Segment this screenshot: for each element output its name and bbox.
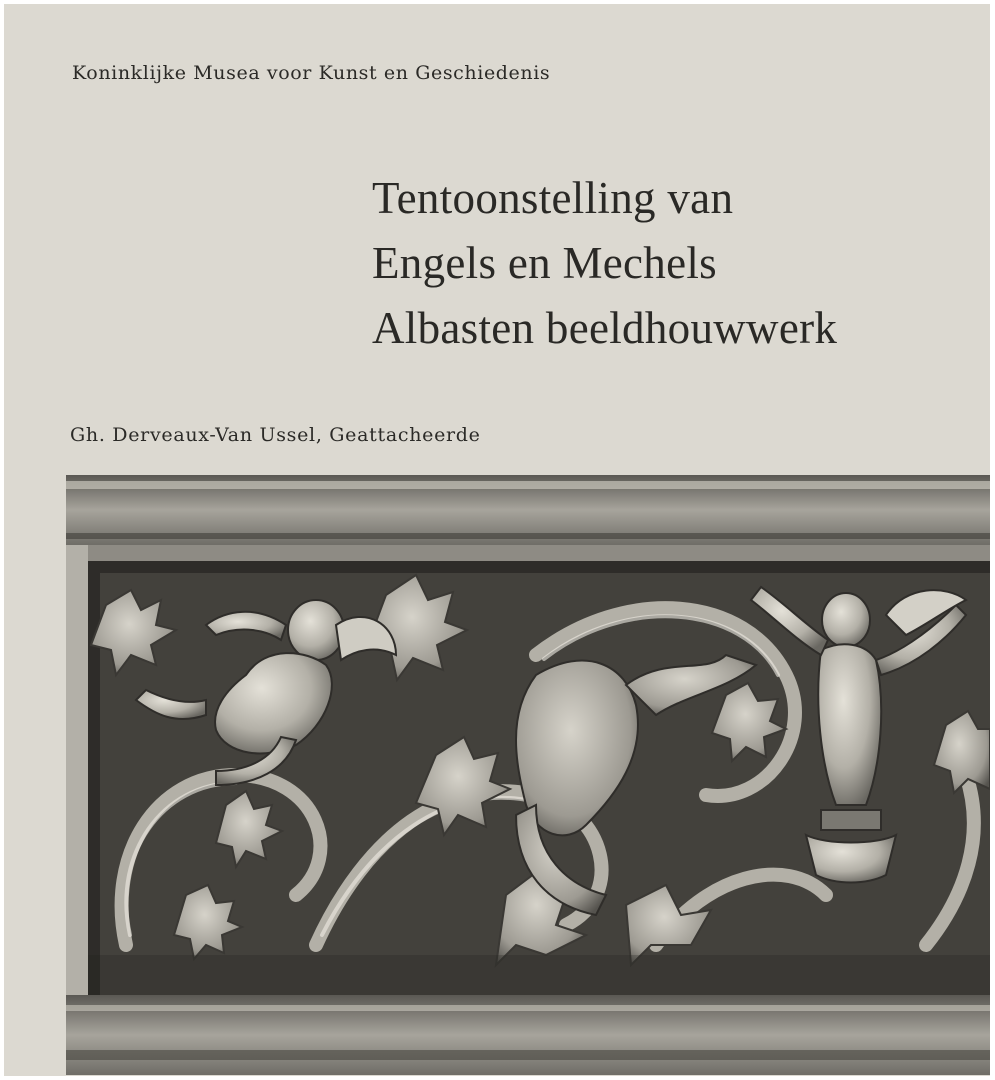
title-line-2: Engels en Mechels	[372, 238, 717, 288]
title-line-1: Tentoonstelling van	[372, 173, 734, 223]
author-line: Gh. Derveaux-Van Ussel, Geattacheerde	[70, 424, 481, 446]
cover-photograph	[66, 475, 990, 1075]
publisher-name: Koninklijke Musea voor Kunst en Geschiedenis	[72, 62, 551, 84]
book-cover	[4, 4, 990, 1076]
book-title	[372, 166, 837, 361]
title-line-3: Albasten beeldhouwwerk	[372, 303, 838, 353]
